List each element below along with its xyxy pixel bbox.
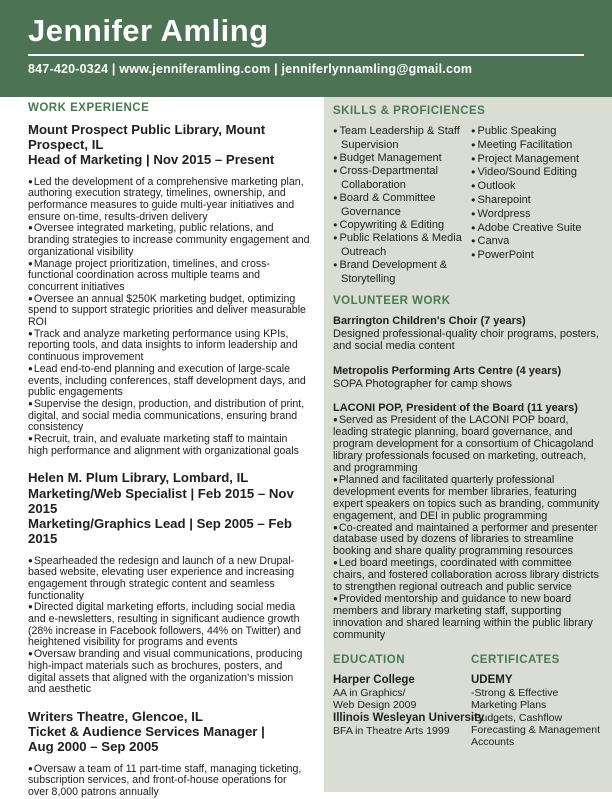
job-bullets: [28, 556, 310, 696]
skill-item: ● Meeting Facilitation: [471, 139, 604, 153]
skill-item: ● Budget Management: [333, 152, 471, 166]
job-title-line: Ticket & Audience Services Manager |: [28, 724, 265, 740]
skill-item: ● Copywriting & Editing: [333, 219, 471, 233]
contact-line: 847-420-0324 | www.jenniferamling.com | jenniferlynnamling@gmail.com: [28, 62, 473, 76]
bullet-item: ● Oversee integrated marketing, public relations, and branding strategies to increase community engagement and organizational visibility: [28, 223, 310, 258]
person-name: Jennifer Amling: [28, 13, 269, 48]
work-experience-section: [0, 97, 324, 798]
skills-heading: SKILLS & PROFICIENCES: [333, 105, 486, 117]
skill-item: ● Wordpress: [471, 208, 604, 222]
volunteer-entry-laconi: [333, 402, 604, 641]
volunteer-bullets: [333, 415, 604, 641]
skill-item: ● Board & Committee Governance: [333, 192, 471, 219]
job-title: [28, 709, 310, 755]
bullet-item: ● Manage project prioritization, timelines, and cross-functional coordination across multiple teams and concurrent initiatives: [28, 259, 310, 294]
job-entry-writers-theatre: [28, 709, 310, 799]
job-title-line: Head of Marketing | Nov 2015 – Present: [28, 152, 275, 168]
work-experience-heading: WORK EXPERIENCE: [28, 102, 150, 114]
skills-lists: [333, 125, 604, 286]
degree-line: Web Design 2009: [333, 699, 417, 712]
bullet-item: ● Co-created and maintained a performer and presenter database used by dozens of libraries to streamline booking and share quality programming resources: [333, 523, 604, 559]
skill-item: ● Brand Development & Storytelling: [333, 259, 471, 286]
header-divider: [28, 54, 584, 56]
school-name: Illinois Wesleyan University: [333, 711, 485, 724]
job-title: [28, 122, 310, 168]
skill-item: ● PowerPoint: [471, 249, 604, 263]
bullet-item: ● Directed digital marketing efforts, including social media and e-newsletters, resulting in significant audience growth (28% increase in Facebook followers, 44% on Twitter) and heightened visibility for programs and events: [28, 602, 310, 649]
skill-item: ● Sharepoint: [471, 194, 604, 208]
certificate-provider: UDEMY: [471, 673, 513, 686]
right-panel: [324, 97, 612, 792]
content-columns: [0, 97, 612, 798]
volunteer-title: LACONI POP, President of the Board (11 years): [333, 402, 578, 415]
job-title-line: Writers Theatre, Glencoe, IL: [28, 708, 203, 724]
volunteer-title: Barrington Children's Choir (7 years): [333, 314, 526, 327]
skill-item: ● Canva: [471, 235, 604, 249]
bullet-item: ● Oversee an annual $250K marketing budget, optimizing spend to support strategic priorities and deliver measurable ROI: [28, 294, 310, 329]
job-title: [28, 470, 310, 546]
bullet-item: ● Led board meetings, coordinated with committee chairs, and fostered collaboration across library districts to strengthen regional outreach and public service: [333, 558, 604, 594]
job-title-line: Marketing/Web Specialist | Feb 2015 – Nov 2015: [28, 485, 294, 516]
job-title-line: Mount Prospect Public Library, Mount Prospect, IL: [28, 122, 266, 153]
volunteer-entry-metropolis: [333, 365, 604, 391]
bullet-item: ● Spearheaded the redesign and launch of a new Drupal-based website, elevating user experience and increasing engagement through strategic content and seamless functionality: [28, 556, 310, 603]
certificate-list: [471, 687, 604, 748]
skill-item: ● Video/Sound Editing: [471, 166, 604, 180]
job-entry-mount-prospect: [28, 122, 310, 457]
volunteer-description: SOPA Photographer for camp shows: [333, 377, 512, 390]
skills-column-2: [471, 125, 604, 286]
skill-item: ● Cross-Departmental Collaboration: [333, 165, 471, 192]
bullet-item: ● Lead end-to-end planning and execution of large-scale events, including conferences, staff development days, and public engagements: [28, 364, 310, 399]
bullet-item: ● Recruit, train, and evaluate marketing staff to maintain high performance and alignment with organizational goals: [28, 434, 310, 457]
skill-item: ● Public Speaking: [471, 125, 604, 139]
skill-item: ● Project Management: [471, 153, 604, 167]
skills-column-1: [333, 125, 471, 286]
education-heading: EDUCATION: [333, 653, 406, 666]
skill-item: ● Outlook: [471, 180, 604, 194]
certificate-item: -Strong & Effective Marketing Plans: [471, 687, 559, 712]
job-title-line: Aug 2000 – Sep 2005: [28, 739, 159, 755]
bullet-item: ● Track and analyze marketing performance using KPIs, reporting tools, and data insights to inform leadership and continuous improvement: [28, 329, 310, 364]
bullet-item: ● Oversaw branding and visual communications, producing high-impact materials such as brochures, posters, and digital assets that aligned with the organization's mission and aesthetic: [28, 649, 310, 696]
volunteer-description: Designed professional-quality choir programs, posters, and social media content: [333, 327, 599, 353]
bullet-item: ● Oversaw a team of 11 part-time staff, managing ticketing, subscription services, and front-of-house operations for over 8,000 patrons annually: [28, 764, 310, 799]
volunteer-entry-barrington: [333, 315, 604, 353]
bullet-item: ● Provided mentorship and guidance to new board members and library marketing staff, supporting innovation and shared learning within the public library community: [333, 594, 604, 642]
education-certificates-row: [333, 654, 604, 749]
certificates-section: [471, 654, 604, 749]
job-bullets: [28, 764, 310, 799]
volunteer-heading: VOLUNTEER WORK: [333, 294, 451, 307]
job-entry-helen-plum: [28, 470, 310, 695]
skill-item: ● Adobe Creative Suite: [471, 222, 604, 236]
bullet-item: ● Served as President of the LACONI POP board, leading strategic planning, board governance, and program development for a consortium of Chicagoland library professionals focused on marketing, outreach, and programming: [333, 415, 604, 475]
certificate-item: -Budgets, Cashflow Forecasting & Management Accounts: [471, 711, 600, 749]
job-title-line: Helen M. Plum Library, Lombard, IL: [28, 470, 249, 486]
degree-line: BFA in Theatre Arts 1999: [333, 725, 450, 738]
school-name: Harper College: [333, 673, 415, 686]
bullet-item: ● Led the development of a comprehensive marketing plan, authoring execution strategy, timelines, ownership, and performance measures to guide multi-year initiatives and ensure on-time, results-driven delivery: [28, 177, 310, 224]
header-banner: [0, 0, 612, 97]
job-title-line: Marketing/Graphics Lead | Sep 2005 – Feb 2015: [28, 516, 292, 547]
skill-item: ● Team Leadership & Staff Supervision: [333, 125, 471, 152]
bullet-item: ● Planned and facilitated quarterly professional development events for member libraries, featuring expert speakers on topics such as branding, community engagement, and DEI in public programming: [333, 475, 604, 523]
education-section: [333, 653, 485, 749]
job-bullets: [28, 177, 310, 458]
certificates-heading: CERTIFICATES: [471, 653, 560, 666]
volunteer-title: Metropolis Performing Arts Centre (4 years): [333, 364, 562, 377]
degree-line: AA in Graphics/: [333, 687, 406, 700]
skill-item: ● Public Relations & Media Outreach: [333, 232, 471, 259]
bullet-item: ● Supervise the design, production, and distribution of print, digital, and social media communications, ensuring brand consistency: [28, 399, 310, 434]
